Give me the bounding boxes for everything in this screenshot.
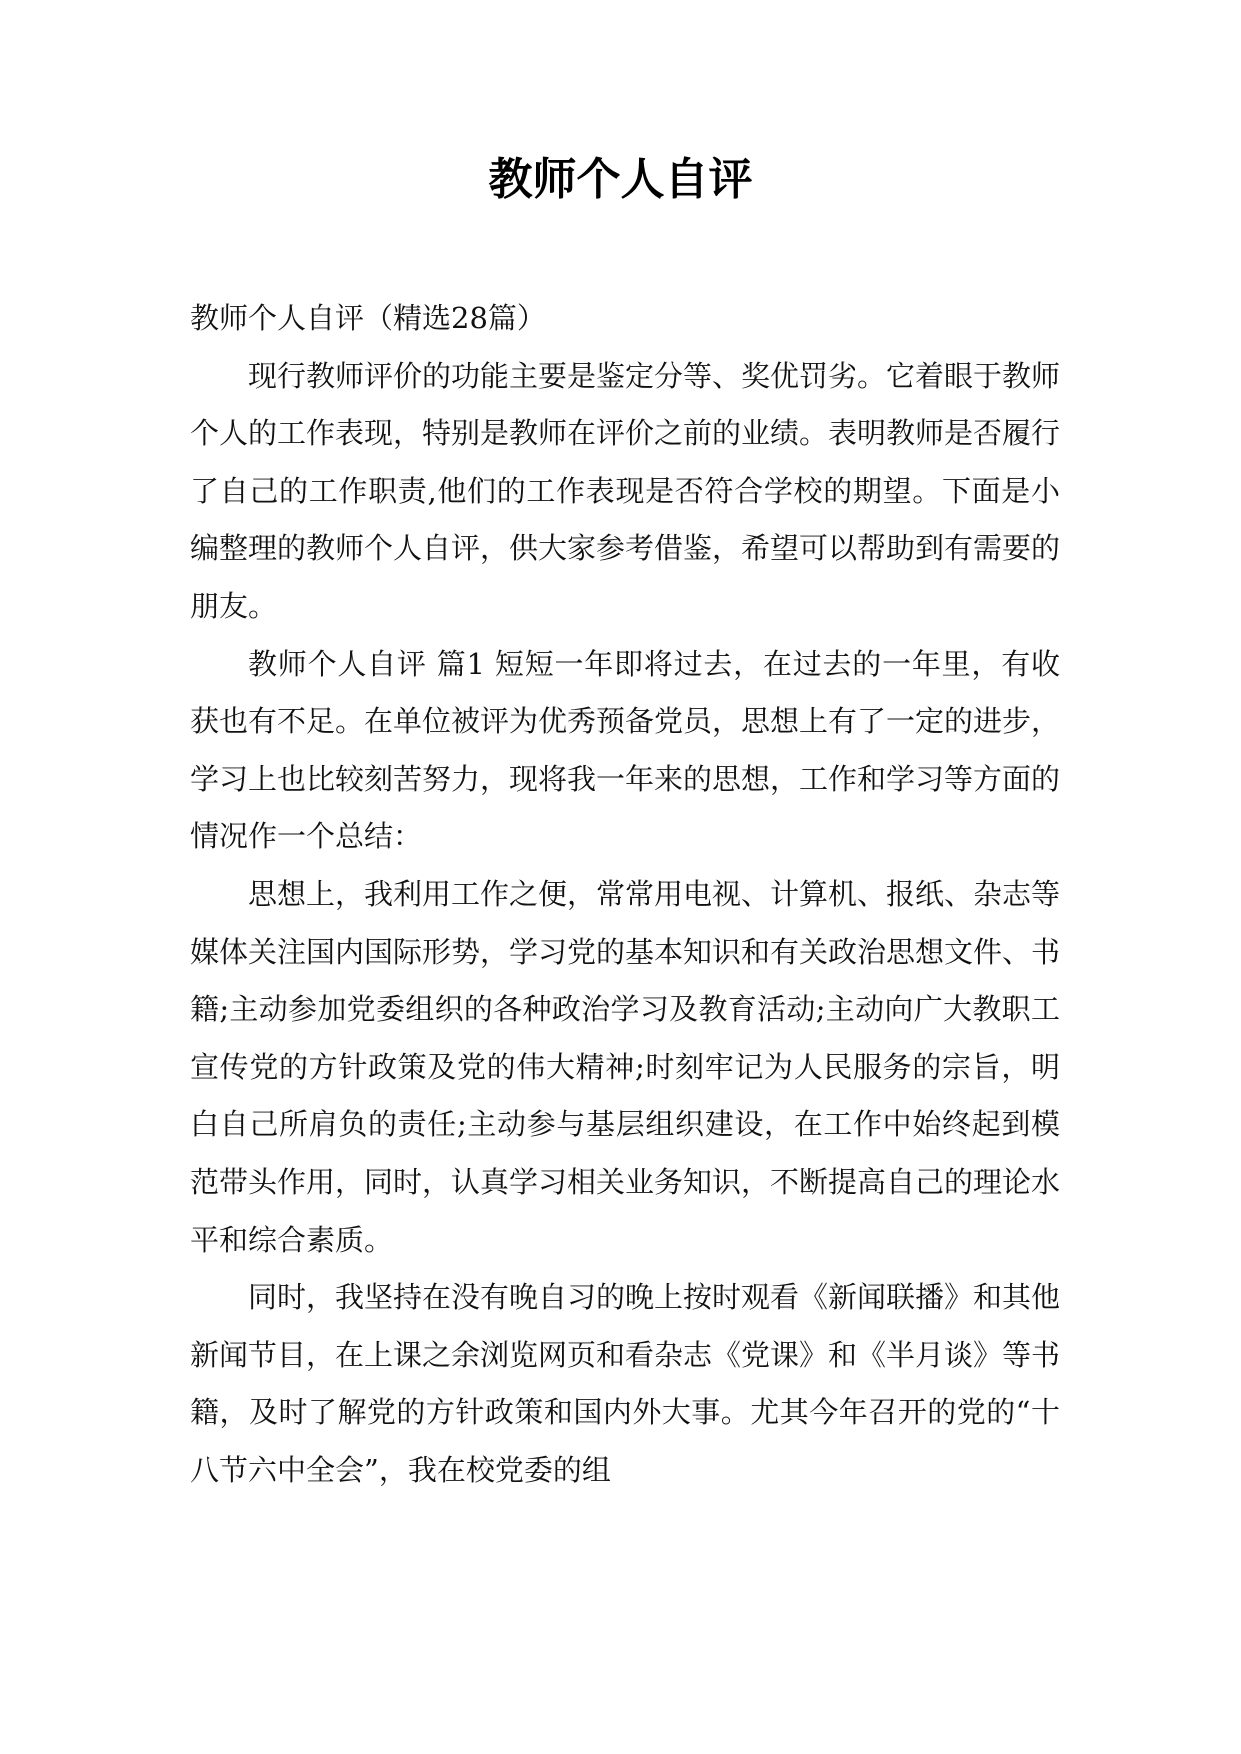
document-body (190, 290, 1060, 1499)
document-subtitle: 教师个人自评（精选28篇） (190, 301, 546, 335)
paragraph: 现行教师评价的功能主要是鉴定分等、奖优罚劣。它着眼于教师个人的工作表现，特别是教师在评价之前的业绩。表明教师是否履行了自己的工作职责,他们的工作表现是否符合学校的期望。下面是小编整理的教师个人自评，供大家参考借鉴，希望可以帮助到有需要的朋友。 (190, 358, 1061, 623)
paragraph: 思想上，我利用工作之便，常常用电视、计算机、报纸、杂志等媒体关注国内国际形势，学习党的基本知识和有关政治思想文件、书籍;主动参加党委组织的各种政治学习及教育活动;主动向广大教职工宣传党的方针政策及党的伟大精神;时刻牢记为人民服务的宗旨，明白自己所肩负的责任;主动参与基层组织建设，在工作中始终起到模范带头作用，同时，认真学习相关业务知识，不断提高自己的理论水平和综合素质。 (190, 876, 1061, 1257)
paragraph: 同时，我坚持在没有晚自习的晚上按时观看《新闻联播》和其他新闻节目，在上课之余浏览网页和看杂志《党课》和《半月谈》等书籍，及时了解党的方针政策和国内外大事。尤其今年召开的党的“十八节六中全会”，我在校党委的组 (190, 1280, 1061, 1487)
paragraph: 教师个人自评 篇1 短短一年即将过去，在过去的一年里，有收获也有不足。在单位被评为优秀预备党员，思想上有了一定的进步，学习上也比较刻苦努力，现将我一年来的思想，工作和学习等方面的情况作一个总结： (190, 646, 1061, 854)
document-title: 教师个人自评 (488, 154, 753, 205)
